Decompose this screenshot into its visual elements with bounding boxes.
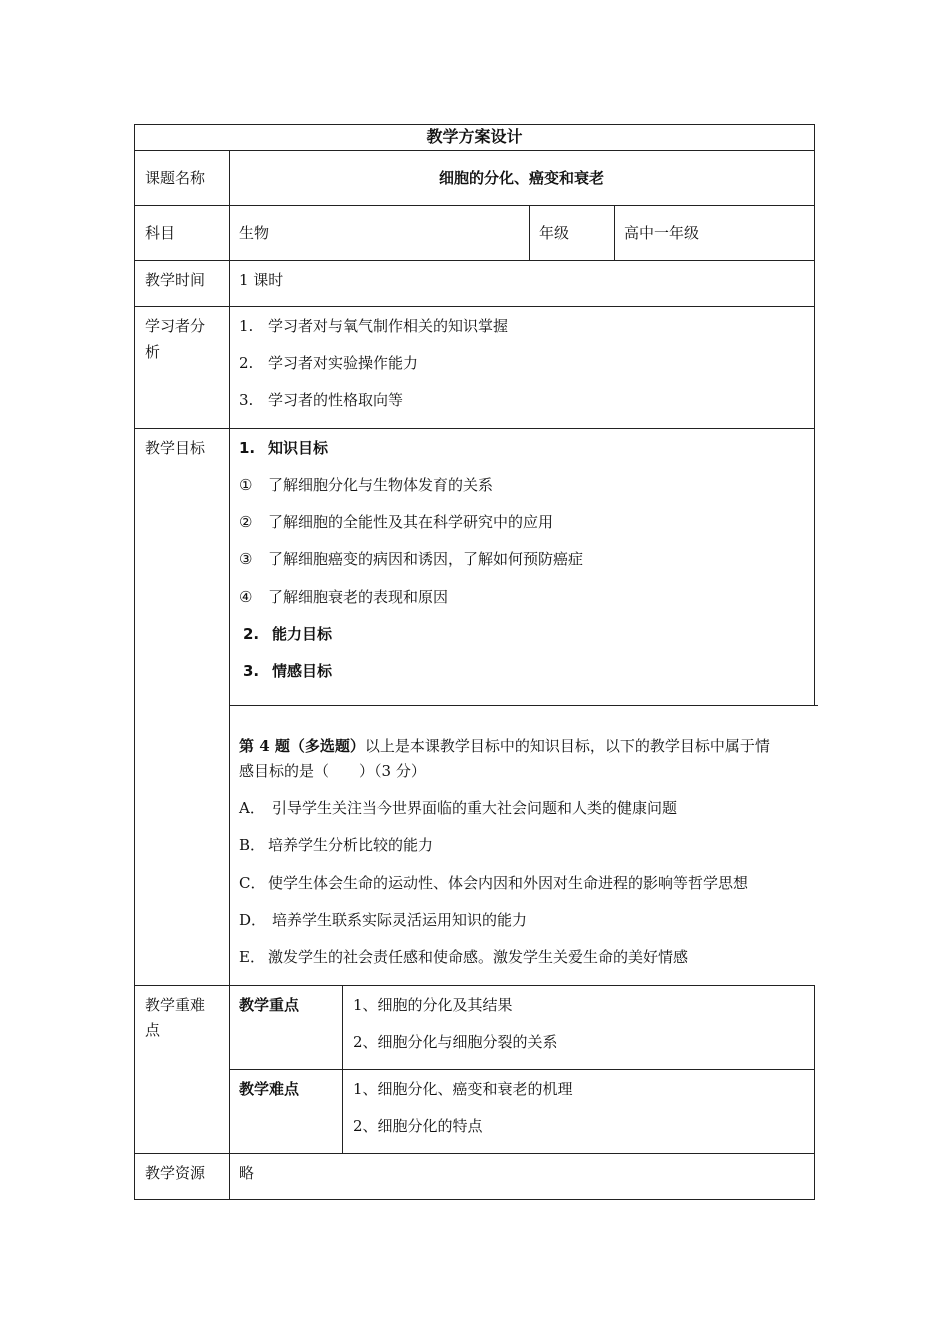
learner-item-number: 2. <box>239 354 254 372</box>
emotion-goal-heading: 情感目标 <box>272 662 333 680</box>
subject-label: 科目 <box>145 224 176 242</box>
option-a-text[interactable]: 引导学生关注当今世界面临的重大社会问题和人类的健康问题 <box>272 799 678 817</box>
table-border-left <box>134 124 135 1200</box>
question-stem-text: 以上是本课教学目标中的知识目标，以下的教学目标中属于情 <box>364 737 770 755</box>
option-d-letter: D． <box>239 911 267 929</box>
goals-label: 教学目标 <box>145 439 206 457</box>
learner-item-number: 3. <box>239 391 254 409</box>
focus-item: 2、细胞分化与细胞分裂的关系 <box>353 1033 558 1051</box>
difficulty-label: 教学难点 <box>239 1080 300 1098</box>
table-border-right <box>814 124 815 705</box>
row-line <box>134 306 815 307</box>
difficulty-item: 1、细胞分化、癌变和衰老的机理 <box>353 1080 573 1098</box>
row-line <box>134 1153 815 1154</box>
question-stem <box>239 736 770 756</box>
row-line <box>134 260 815 261</box>
focus-label: 教学重点 <box>239 996 300 1014</box>
difficulty-item: 2、细胞分化的特点 <box>353 1117 483 1135</box>
knowledge-item: 了解细胞分化与生物体发育的关系 <box>268 476 494 494</box>
topic-value: 细胞的分化、癌变和衰老 <box>438 169 604 187</box>
option-c-text[interactable]: 使学生体会生命的运动性、体会内因和外因对生命进程的影响等哲学思想 <box>268 874 749 892</box>
learner-item: 学习者的性格取向等 <box>268 391 404 409</box>
knowledge-item-marker: ③ <box>239 550 253 568</box>
grade-value: 高中一年级 <box>624 224 700 242</box>
emotion-goal-number: 3. <box>243 662 260 680</box>
table-border-bottom <box>134 1199 815 1200</box>
knowledge-item: 了解细胞的全能性及其在科学研究中的应用 <box>268 513 554 531</box>
learner-item: 学习者对与氧气制作相关的知识掌握 <box>268 317 509 335</box>
learner-label-cont: 析 <box>145 343 161 361</box>
table-border-top <box>134 124 815 125</box>
knowledge-goal-heading: 知识目标 <box>268 439 329 457</box>
page-title: 教学方案设计 <box>426 127 523 146</box>
option-b-letter: B． <box>239 836 266 854</box>
row-line <box>134 150 815 151</box>
learner-item: 学习者对实验操作能力 <box>268 354 419 372</box>
knowledge-item-marker: ④ <box>239 588 253 606</box>
option-e-letter: E． <box>239 948 265 966</box>
focus-item: 1、细胞的分化及其结果 <box>353 996 513 1014</box>
key-label-cont: 点 <box>145 1021 161 1039</box>
key-label: 教学重难 <box>145 996 206 1014</box>
question-stem-cont: 感目标的是（ ）（3 分） <box>239 762 426 780</box>
subject-value: 生物 <box>239 224 270 242</box>
time-value: 1 课时 <box>239 271 284 289</box>
column-divider-grade-label <box>529 205 530 261</box>
option-d-text[interactable]: 培养学生联系实际灵活运用知识的能力 <box>272 911 528 929</box>
ability-goal-number: 2. <box>243 625 260 643</box>
column-divider-label <box>229 150 230 1200</box>
knowledge-item: 了解细胞衰老的表现和原因 <box>268 588 449 606</box>
resources-value: 略 <box>239 1164 255 1182</box>
knowledge-item-marker: ② <box>239 513 253 531</box>
knowledge-item-marker: ① <box>239 476 253 494</box>
resources-label: 教学资源 <box>145 1164 206 1182</box>
ability-goal-heading: 能力目标 <box>272 625 333 643</box>
option-b-text[interactable]: 培养学生分析比较的能力 <box>268 836 434 854</box>
row-line <box>134 428 815 429</box>
row-line <box>134 205 815 206</box>
time-label: 教学时间 <box>145 271 206 289</box>
topic-label: 课题名称 <box>145 169 206 187</box>
option-c-letter: C． <box>239 874 266 892</box>
key-divider-line <box>229 1069 815 1070</box>
option-e-text[interactable]: 激发学生的社会责任感和使命感。激发学生关爱生命的美好情感 <box>268 948 689 966</box>
learner-label: 学习者分 <box>145 317 206 335</box>
knowledge-item: 了解细胞癌变的病因和诱因，了解如何预防癌症 <box>268 550 584 568</box>
column-divider-grade-value <box>614 205 615 261</box>
table-border-right-lower <box>814 985 815 1200</box>
grade-label: 年级 <box>539 224 570 242</box>
goals-bottom-line <box>229 705 818 706</box>
question-title: 第 4 题（多选题） <box>239 737 365 755</box>
knowledge-goal-number: 1. <box>239 439 256 457</box>
learner-item-number: 1. <box>239 317 254 335</box>
row-line <box>134 985 815 986</box>
option-a-letter: A． <box>239 799 265 817</box>
